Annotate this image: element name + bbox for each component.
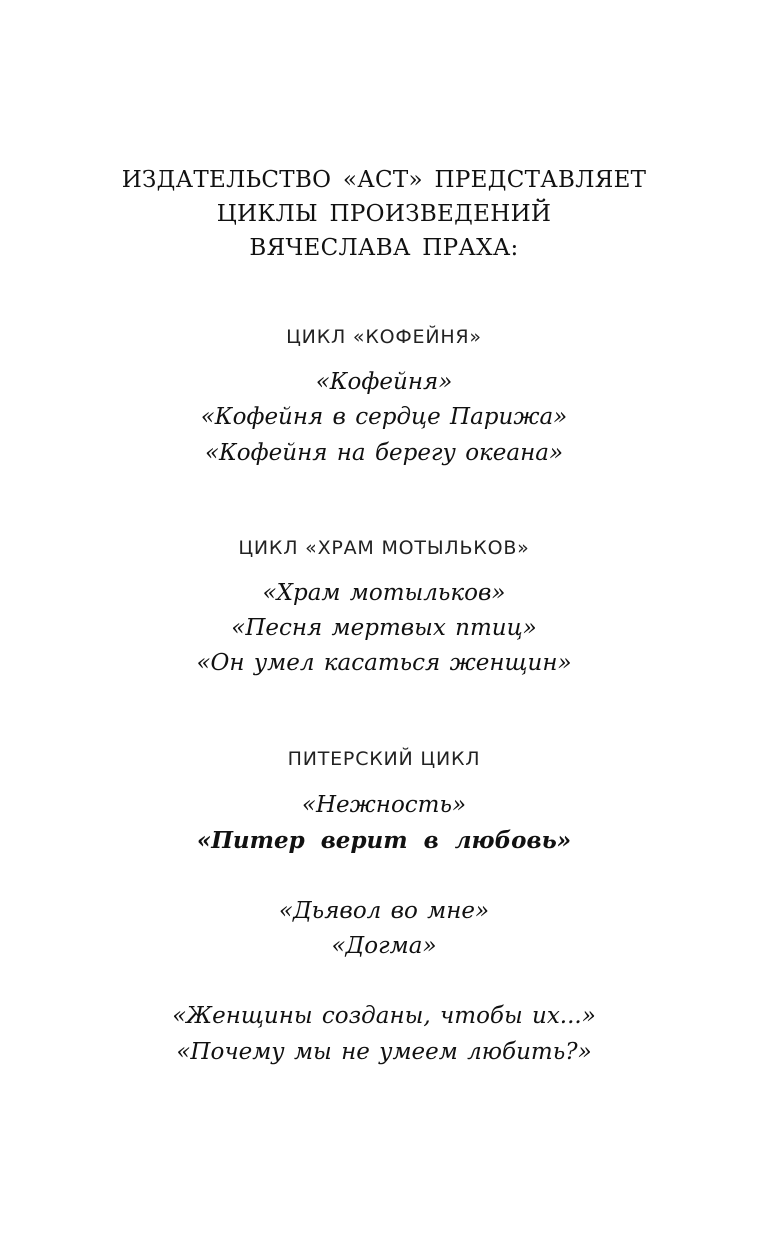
book-title: «Он умел касаться женщин»: [196, 650, 572, 676]
header-line-3: ВЯЧЕСЛАВА ПРАХА:: [249, 235, 519, 261]
book-title: «Женщины созданы, чтобы их...»: [172, 1003, 596, 1029]
cycle-heading-petersburg: ПИТЕРСКИЙ ЦИКЛ: [287, 748, 481, 770]
book-title: «Храм мотыльков»: [262, 580, 506, 606]
header-line-1: ИЗДАТЕЛЬСТВО «АСТ» ПРЕДСТАВЛЯЕТ: [121, 167, 647, 193]
publisher-header: [0, 163, 768, 265]
book-title: «Кофейня в сердце Парижа»: [200, 404, 568, 430]
book-title: «Догма»: [331, 933, 437, 959]
book-title: «Дьявол во мне»: [278, 898, 490, 924]
cycle-heading-moth-temple: ЦИКЛ «ХРАМ МОТЫЛЬКОВ»: [238, 537, 530, 559]
book-title: «Кофейня»: [315, 369, 453, 395]
book-title-current: «Питер верит в любовь»: [196, 827, 572, 854]
cycle-heading-coffeehouse: ЦИКЛ «КОФЕЙНЯ»: [286, 326, 482, 348]
book-title: «Почему мы не умеем любить?»: [176, 1039, 592, 1065]
header-line-2: ЦИКЛЫ ПРОИЗВЕДЕНИЙ: [216, 201, 552, 227]
book-title: «Песня мертвых птиц»: [231, 615, 537, 641]
book-title: «Нежность»: [301, 792, 467, 818]
book-title: «Кофейня на берегу океана»: [204, 440, 564, 466]
